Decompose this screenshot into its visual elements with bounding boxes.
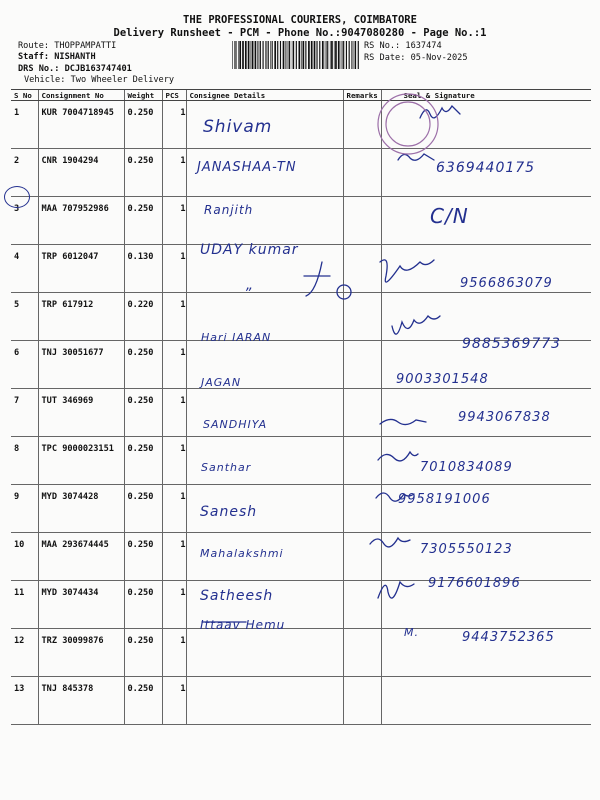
consignment-cell: TPC 9000023151 [38, 437, 124, 485]
consignee-cell [186, 677, 343, 725]
consignee-handwriting-4: UDAY kumar [200, 242, 299, 258]
consignment-cell: MYD 3074434 [38, 581, 124, 629]
consignee-handwriting-7: JAGAN [201, 376, 242, 389]
weight-cell: 0.220 [124, 293, 162, 341]
route-value: THOPPAMPATTI [54, 41, 117, 51]
sno-cell: 10 [11, 533, 38, 581]
weight-cell: 0.250 [124, 581, 162, 629]
consignee-handwriting-13: Ittaav Hemu [200, 618, 286, 632]
weight-cell: 0.250 [124, 101, 162, 149]
col-remarks: Remarks [343, 90, 381, 101]
signature-cell [381, 197, 591, 245]
consignment-cell: MYD 3074428 [38, 485, 124, 533]
phone-note-5: 9943067838 [458, 410, 551, 425]
consignee-handwriting-11: Mahalakshmi [200, 547, 284, 560]
pcs-cell: 1 [162, 245, 186, 293]
row-mark-circle [4, 186, 30, 208]
remarks-cell [343, 101, 381, 149]
phone-note-10: 9443752365 [462, 630, 555, 645]
consignment-cell: MAA 707952986 [38, 197, 124, 245]
col-sno: S No [11, 90, 38, 101]
remarks-cell [343, 485, 381, 533]
pcs-cell: 1 [162, 533, 186, 581]
remarks-cell [343, 437, 381, 485]
sno-cell: 9 [11, 485, 38, 533]
rs-no-value: 1637474 [405, 41, 442, 51]
weight-cell: 0.250 [124, 629, 162, 677]
consignee-handwriting-12: Satheesh [200, 588, 274, 604]
pcs-cell: 1 [162, 485, 186, 533]
drs-value: DCJB163747401 [64, 64, 132, 74]
barcode [232, 41, 360, 69]
remarks-cell [343, 533, 381, 581]
consignee-handwriting-8: SANDHIYA [203, 418, 268, 431]
sno-cell: 8 [11, 437, 38, 485]
consignee-handwriting-2: JANASHAA-TN [197, 160, 297, 175]
consignment-cell: CNR 1904294 [38, 149, 124, 197]
vehicle-line: Vehicle: Two Wheeler Delivery [24, 75, 175, 85]
phone-note-2: 9566863079 [460, 276, 553, 291]
phone-note-9: 9176601896 [428, 576, 521, 591]
remarks-cell [343, 245, 381, 293]
table-row [11, 101, 591, 149]
signature-cell [381, 101, 591, 149]
weight-cell: 0.250 [124, 533, 162, 581]
pcs-cell: 1 [162, 149, 186, 197]
rs-date-line: RS Date: 05-Nov-2025 [364, 53, 468, 63]
remarks-cell [343, 581, 381, 629]
consignee-handwriting-6: Hari IARAN [201, 331, 272, 344]
drs-line: DRS No.: DCJB163747401 [18, 64, 132, 74]
weight-cell: 0.130 [124, 245, 162, 293]
table-row [11, 197, 591, 245]
remarks-cell [343, 293, 381, 341]
consignment-cell: KUR 7004718945 [38, 101, 124, 149]
weight-cell: 0.250 [124, 149, 162, 197]
signature-cell [381, 293, 591, 341]
consignee-handwriting-1: Shivam [203, 117, 273, 137]
sheet-title: Delivery Runsheet - PCM - Phone No.:9047080280 - Page No.:1 [113, 27, 487, 39]
rs-date-value: 05-Nov-2025 [410, 53, 468, 63]
sno-cell: 5 [11, 293, 38, 341]
phone-note-1: 6369440175 [436, 160, 536, 176]
weight-cell: 0.250 [124, 197, 162, 245]
consignment-cell: TRZ 30099876 [38, 629, 124, 677]
remarks-cell [343, 341, 381, 389]
remarks-cell [343, 629, 381, 677]
rs-no-line: RS No.: 1637474 [364, 41, 442, 51]
sno-cell: 6 [11, 341, 38, 389]
weight-cell: 0.250 [124, 341, 162, 389]
signature-cell [381, 677, 591, 725]
col-weight: Weight [124, 90, 162, 101]
sno-cell: 3 [11, 197, 38, 245]
consignment-cell: TRP 617912 [38, 293, 124, 341]
weight-cell: 0.250 [124, 389, 162, 437]
col-consignee: Consignee Details [186, 90, 343, 101]
remarks-cell [343, 197, 381, 245]
sno-cell: 11 [11, 581, 38, 629]
pcs-cell: 1 [162, 293, 186, 341]
signer-initial: M. [404, 626, 419, 639]
consignment-cell: TNJ 845378 [38, 677, 124, 725]
weight-cell: 0.250 [124, 677, 162, 725]
col-pcs: PCS [162, 90, 186, 101]
weight-cell: 0.250 [124, 437, 162, 485]
remarks-cell [343, 389, 381, 437]
weight-cell: 0.250 [124, 485, 162, 533]
phone-note-3: 9885369773 [462, 336, 562, 352]
sno-cell: 13 [11, 677, 38, 725]
table-row [11, 677, 591, 725]
consignee-cell [186, 629, 343, 677]
consignment-cell: TNJ 30051677 [38, 341, 124, 389]
staff-value: NISHANTH [54, 52, 96, 62]
consignee-handwriting-5: ” [244, 286, 253, 302]
consignee-handwriting-9: Santhar [201, 461, 252, 474]
pcs-cell: 1 [162, 101, 186, 149]
pcs-cell: 1 [162, 581, 186, 629]
pcs-cell: 1 [162, 197, 186, 245]
sno-cell: 12 [11, 629, 38, 677]
route-line: Route: THOPPAMPATTI [18, 41, 117, 51]
vehicle-value: Two Wheeler Delivery [70, 75, 175, 85]
company-title: THE PROFESSIONAL COURIERS, COIMBATORE [183, 14, 417, 26]
phone-note-8: 7305550123 [420, 542, 513, 557]
pcs-cell: 1 [162, 629, 186, 677]
col-signature: Seal & Signature [381, 90, 591, 101]
consignment-cell: TRP 6012047 [38, 245, 124, 293]
sno-cell: 7 [11, 389, 38, 437]
table-row [11, 293, 591, 341]
sno-cell: 4 [11, 245, 38, 293]
pcs-cell: 1 [162, 341, 186, 389]
pcs-cell: 1 [162, 389, 186, 437]
consignee-handwriting-3: Ranjith [204, 203, 254, 217]
remarks-cell [343, 149, 381, 197]
table-row [11, 485, 591, 533]
phone-note-6: 7010834089 [420, 460, 513, 475]
pcs-cell: 1 [162, 677, 186, 725]
col-consignment: Consignment No [38, 90, 124, 101]
cn-note: C/N [430, 204, 469, 228]
pcs-cell: 1 [162, 437, 186, 485]
sno-cell: 1 [11, 101, 38, 149]
consignment-cell: MAA 293674445 [38, 533, 124, 581]
remarks-cell [343, 677, 381, 725]
staff-line: Staff: NISHANTH [18, 52, 96, 62]
phone-note-7: 9958191006 [398, 492, 491, 507]
consignee-handwriting-10: Sanesh [200, 504, 258, 520]
phone-note-4: 9003301548 [396, 372, 489, 387]
sno-cell: 2 [11, 149, 38, 197]
consignment-cell: TUT 346969 [38, 389, 124, 437]
table-header-row [11, 90, 591, 101]
